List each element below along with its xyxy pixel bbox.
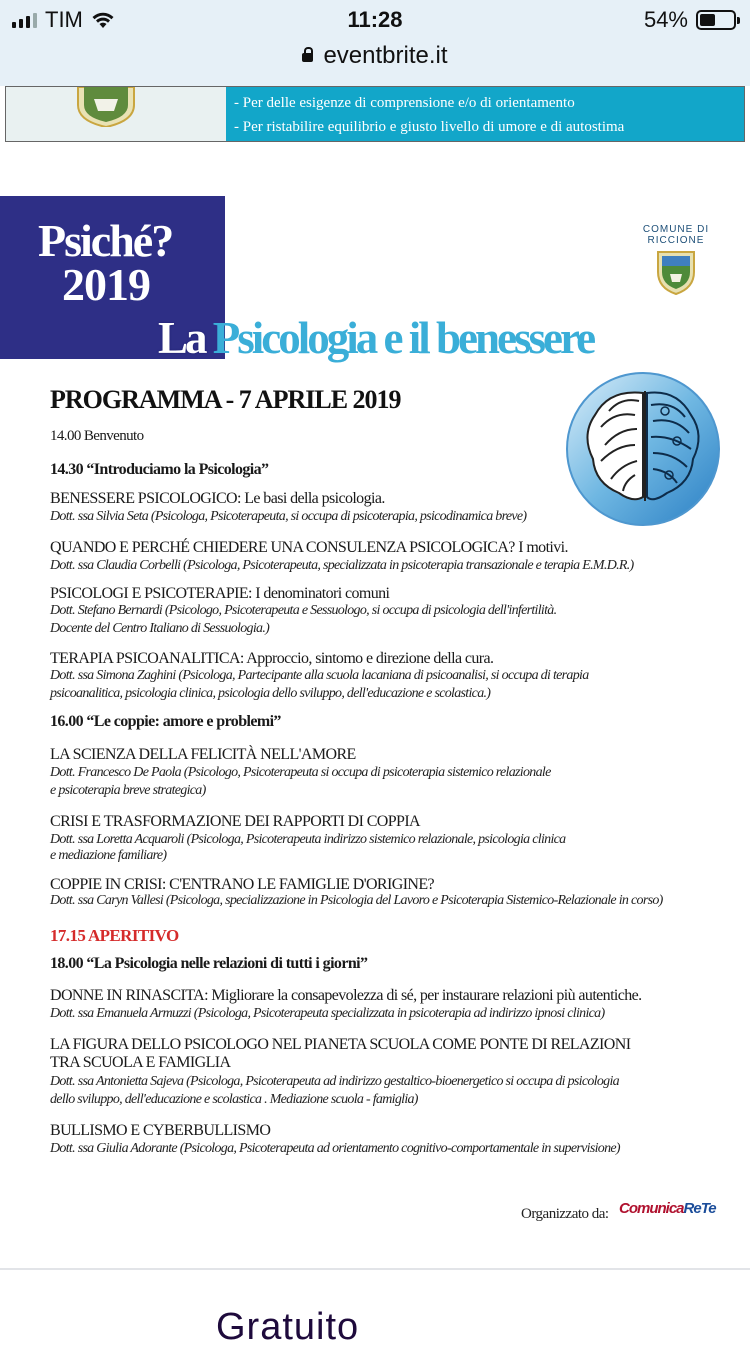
program-line: Dott. ssa Simona Zaghini (Psicologa, Partecipante alla scuola lacaniana di psicoanalisi, si occupa di terapia xyxy=(50,668,589,683)
program-line: LA SCIENZA DELLA FELICITÀ NELL'AMORE xyxy=(50,746,356,763)
logo-part-1: Comunica xyxy=(619,1200,684,1217)
program-line: 14.00 Benvenuto xyxy=(50,428,144,444)
program-line: PSICOLOGI E PSICOTERAPIE: I denominatori comuni xyxy=(50,585,390,602)
url-text: eventbrite.it xyxy=(323,42,448,69)
comune-crest-icon xyxy=(656,250,696,296)
program-line: e psicoterapia breve strategica) xyxy=(50,783,206,798)
clock: 11:28 xyxy=(347,7,403,32)
program-line: Dott. ssa Giulia Adorante (Psicologa, Psicoterapeuta ad orientamento cognitivo-comportamentale in supervisione) xyxy=(50,1141,620,1156)
banner-line: - Per delle esigenze di comprensione e/o di orientamento xyxy=(234,95,575,111)
comune-line-2: RICCIONE xyxy=(647,235,705,246)
program-line: Dott. ssa Claudia Corbelli (Psicologa, Psicoterapeuta, specializzata in psicoterapia transazionale e terapia E.M.D.R.) xyxy=(50,558,634,573)
program-line: dello sviluppo, dell'educazione e scolastica . Mediazione scuola - famiglia) xyxy=(50,1092,418,1107)
battery-percent: 54% xyxy=(643,7,688,32)
section-divider xyxy=(0,1268,750,1270)
program-line: CRISI E TRASFORMAZIONE DEI RAPPORTI DI COPPIA xyxy=(50,813,421,830)
program-line: BULLISMO E CYBERBULLISMO xyxy=(50,1122,271,1139)
program-line: e mediazione familiare) xyxy=(50,848,167,863)
banner-line: - Per ristabilire equilibrio e giusto livello di umore e di autostima xyxy=(234,119,625,135)
lock-icon xyxy=(302,53,313,62)
organizer-logo xyxy=(619,1200,716,1217)
program-title: PROGRAMMA - 7 APRILE 2019 xyxy=(50,385,401,414)
program-line: 16.00 “Le coppie: amore e problemi” xyxy=(50,713,281,730)
address-bar[interactable] xyxy=(0,42,750,70)
comune-line-1: COMUNE DI xyxy=(642,224,710,235)
program-line: Dott. ssa Caryn Vallesi (Psicologa, specializzazione in Psicologia del Lavoro e Psicoterapia Sistemico-Relazionale in corso) xyxy=(50,893,663,908)
banner-text xyxy=(234,91,624,139)
poster-year: 2019 xyxy=(62,259,150,310)
subtitle-part-1: La xyxy=(158,313,213,363)
program-line: TERAPIA PSICOANALITICA: Approccio, sintomo e direzione della cura. xyxy=(50,650,494,667)
program-line: COPPIE IN CRISI: C'ENTRANO LE FAMIGLIE D'ORIGINE? xyxy=(50,876,435,893)
program-line: Dott. ssa Antonietta Sajeva (Psicologa, Psicoterapeuta ad indirizzo gestaltico-bioenergetico si occupa di psicologia xyxy=(50,1074,619,1089)
subtitle-part-2: Psicologia e il benessere xyxy=(212,313,594,363)
program-line: Dott. ssa Loretta Acquaroli (Psicologa, Psicoterapeuta indirizzo sistemico relazionale, psicologia clinica xyxy=(50,832,566,847)
comune-label xyxy=(640,224,712,246)
program-line: 17.15 APERITIVO xyxy=(50,926,179,945)
brain-illustration xyxy=(565,371,721,527)
battery-icon xyxy=(696,10,736,30)
program-line: psicoanalitica, psicologia clinica, psicologia dello sviluppo, dell'educazione e scolastica.) xyxy=(50,686,491,701)
banner-image xyxy=(5,86,745,142)
ticket-price: Gratuito xyxy=(216,1306,360,1348)
program-line: QUANDO E PERCHÉ CHIEDERE UNA CONSULENZA PSICOLOGICA? I motivi. xyxy=(50,539,568,556)
program-line: Dott. ssa Silvia Seta (Psicologa, Psicoterapeuta, si occupa di psicoterapia, psicodinamica breve) xyxy=(50,509,527,524)
poster-title: Psiché? xyxy=(38,215,173,266)
program-line: Docente del Centro Italiano di Sessuologia.) xyxy=(50,621,270,636)
status-bar xyxy=(0,0,750,86)
organizer-label: Organizzato da: xyxy=(521,1206,609,1222)
program-line: DONNE IN RINASCITA: Migliorare la consapevolezza di sé, per instaurare relazioni più autentiche. xyxy=(50,987,642,1004)
battery-indicator xyxy=(644,7,736,33)
program-line: 14.30 “Introduciamo la Psicologia” xyxy=(50,461,269,478)
crest-icon xyxy=(74,87,138,127)
logo-part-2: ReTe xyxy=(683,1200,716,1217)
program-line: Dott. Francesco De Paola (Psicologo, Psicoterapeuta si occupa di psicoterapia sistemico relazionale xyxy=(50,765,551,780)
program-line: Dott. ssa Emanuela Armuzzi (Psicologa, Psicoterapeuta specializzata in psicoterapia ad indirizzo ipnosi clinica) xyxy=(50,1006,605,1021)
program-line: 18.00 “La Psicologia nelle relazioni di tutti i giorni” xyxy=(50,955,368,972)
program-line: BENESSERE PSICOLOGICO: Le basi della psicologia. xyxy=(50,490,385,507)
program-line: Dott. Stefano Bernardi (Psicologo, Psicoterapeuta e Sessuologo, si occupa di psicologia dell'infertilità. xyxy=(50,603,557,618)
carrier-name: TIM xyxy=(45,7,83,32)
poster-subtitle xyxy=(158,313,594,363)
program-line: LA FIGURA DELLO PSICOLOGO NEL PIANETA SCUOLA COME PONTE DI RELAZIONI xyxy=(50,1036,631,1053)
program-line: TRA SCUOLA E FAMIGLIA xyxy=(50,1054,231,1071)
